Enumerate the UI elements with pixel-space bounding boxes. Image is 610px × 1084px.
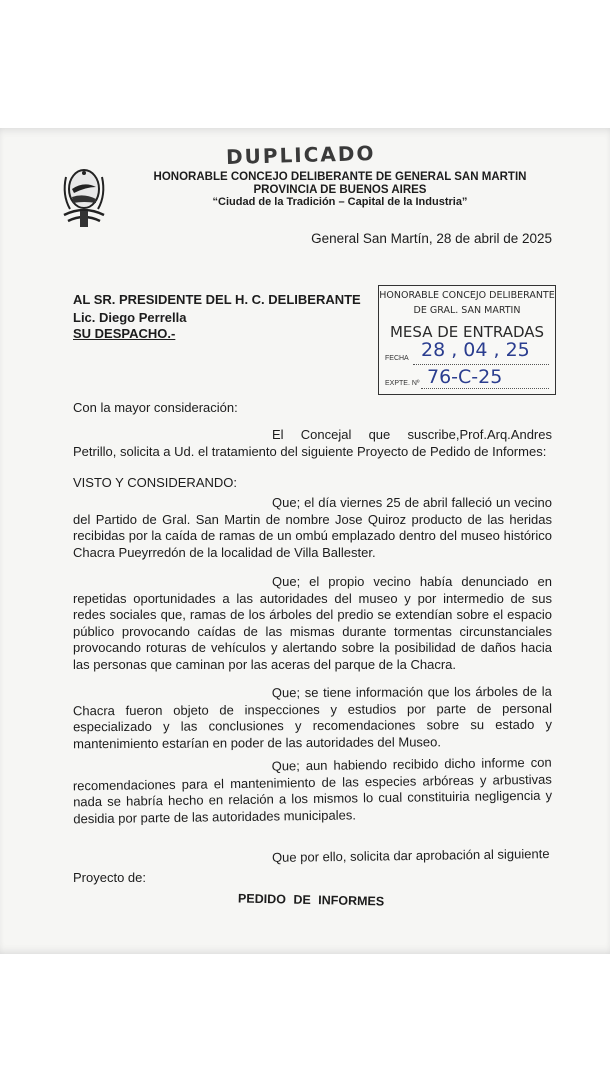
- project-title: PEDIDO DE INFORMES: [237, 891, 385, 909]
- stamp-fecha-label: FECHA: [385, 355, 409, 362]
- reception-stamp: [378, 285, 556, 395]
- section-title: VISTO Y CONSIDERANDO:: [73, 475, 237, 490]
- paragraph-3: Que; se tiene información que los árboles de la Chacra fueron objeto de inspecciones y estudios por parte de personal especializado y las conclusiones y recomendaciones sobre su estado y mantenimiento estarían en poder de las autoridades del Museo.: [72, 683, 553, 751]
- province-name: PROVINCIA DE BUENOS AIRES: [253, 184, 427, 196]
- stamp-expte-label: EXPTE. Nº: [385, 380, 420, 387]
- closing-line: Que por ello, solicita dar aprobación al siguiente: [271, 846, 550, 865]
- stamp-fecha-value: 28 , 04 , 25: [421, 339, 530, 361]
- coat-of-arms-icon: [60, 165, 108, 231]
- stamp-title: MESA DE ENTRADAS: [389, 323, 545, 341]
- intro-paragraph: El Concejal que suscribe,Prof.Arq.Andres Petrillo, solicita a Ud. el tratamiento del siguiente Proyecto de Pedido de Informes:: [73, 427, 552, 459]
- motto: “Ciudad de la Tradición – Capital de la Industria”: [212, 196, 468, 208]
- institution-name: HONORABLE CONCEJO DELIBERANTE DE GENERAL SAN MARTIN: [153, 171, 527, 183]
- recipient-title: AL SR. PRESIDENTE DEL H. C. DELIBERANTE: [73, 292, 361, 307]
- stamp-line1: HONORABLE CONCEJO DELIBERANTE: [379, 290, 555, 301]
- recipient-office: SU DESPACHO.-: [73, 326, 176, 341]
- paragraph-2: Que; el propio vecino había denunciado en repetidas oportunidades a las autoridades del museo y por intermedio de sus redes sociales que, ramas de los árboles del predio se extendían sobre el espacio público provocando caídas de las mismas durante tormentas circunstanciales provocando roturas de vehículos y alertando sobre la posibilidad de daños hacia las personas que caminan por las aceras del parque de la Chacra.: [73, 574, 552, 672]
- stamp-expte-value: 76-C-25: [427, 366, 503, 388]
- recipient-name: Lic. Diego Perrella: [73, 310, 187, 325]
- greeting: Con la mayor consideración:: [73, 400, 238, 415]
- stamp-line2: DE GRAL. SAN MARTIN: [413, 305, 521, 316]
- paragraph-4: Que; aun habiendo recibido dicho informe con recomendaciones para el mantenimiento de las especies arbóreas y arbustivas nada se habría hecho en relación a los mismos lo cual constituiria negligencia y desidia por parte de las autoridades municipales.: [72, 754, 553, 826]
- project-label: Proyecto de:: [73, 870, 146, 885]
- date-line: General San Martín, 28 de abril de 2025: [311, 231, 552, 246]
- paragraph-1: Que; el día viernes 25 de abril falleció un vecino del Partido de Gral. San Martin de nombre Jose Quiroz producto de las heridas recibidas por la caída de ramas de un ombú emplazado dentro del museo histórico Chacra Pueyrredón de la localidad de Villa Ballester.: [73, 495, 552, 560]
- duplicate-stamp: DUPLICADO: [225, 141, 376, 169]
